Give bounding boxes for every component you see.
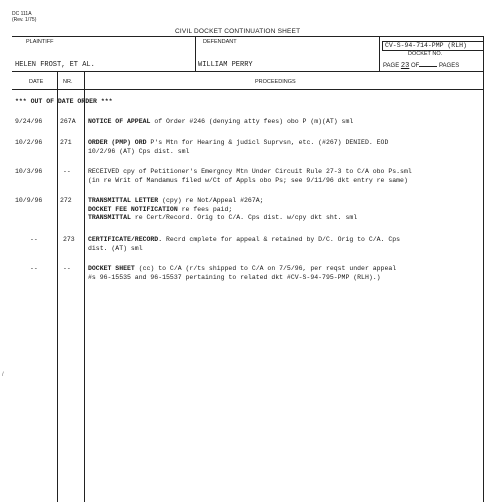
proceeding-heading: TRANSMITTAL (88, 214, 131, 221)
proceeding-text: Recrd cmplete for appeal & retained by D/C. Orig to C/A. Cps (162, 236, 401, 243)
proceeding-heading: DOCKET SHEET (88, 265, 135, 272)
entry-nr: 267A (60, 118, 76, 125)
page-indicator (383, 61, 459, 70)
header-top-rule (12, 36, 484, 37)
entry-date: 10/9/96 (15, 197, 43, 204)
entry-nr: -- (63, 265, 71, 272)
entry-date: 9/24/96 (15, 118, 43, 125)
plaintiff-label: PLAINTIFF (26, 39, 54, 45)
entry-date: -- (30, 236, 38, 243)
defendant-name: WILLIAM PERRY (198, 61, 253, 69)
entry-proceeding (88, 197, 488, 223)
docket-number: CV-S-94-714-PMP (RLH) (385, 42, 467, 49)
proceeding-heading: DOCKET FEE NOTIFICATION (88, 205, 178, 213)
header-bottom-rule (12, 71, 484, 72)
nr-column-rule (84, 71, 85, 502)
out-of-date-banner: *** OUT OF DATE ORDER *** (15, 98, 113, 105)
proceeding-text: re fees paid; (177, 205, 233, 213)
entry-nr: 273 (63, 236, 75, 243)
header-divider-1 (195, 36, 196, 71)
docket-number-box (382, 41, 484, 51)
margin-mark: / (2, 372, 4, 378)
proceeding-heading: TRANSMITTAL LETTER (88, 197, 159, 204)
form-revision: (Rev. 1/75) (12, 17, 37, 23)
proceedings-column-header: PROCEEDINGS (255, 79, 296, 85)
total-pages-blank (419, 61, 437, 67)
proceeding-heading: CERTIFICATE/RECORD. (88, 236, 163, 243)
page-label: PAGE (383, 63, 400, 69)
proceeding-text: of Order #246 (denying atty fees) obo P (m)(AT) sml (150, 118, 354, 125)
proceeding-heading: NOTICE OF APPEAL (88, 118, 151, 125)
entry-proceeding (88, 118, 488, 127)
proceeding-text: RECEIVED cpy of Petitioner's Emergncy Mtn Under Circuit Rule 27-3 to C/A obo Ps.sml (88, 168, 412, 175)
sheet-title: CIVIL DOCKET CONTINUATION SHEET (175, 28, 301, 35)
form-code-text: DC 111A (12, 11, 32, 17)
entry-proceeding (88, 168, 488, 185)
entry-nr: 272 (60, 197, 72, 204)
docket-no-label: DOCKET NO. (408, 51, 443, 57)
plaintiff-name: HELEN FROST, ET AL. (15, 61, 95, 69)
of-label: OF (410, 63, 420, 69)
proceeding-heading: ORDER (PMP) ORD (88, 139, 147, 146)
entry-date: 10/3/96 (15, 168, 43, 175)
header-divider-2 (379, 36, 380, 71)
entry-proceeding (88, 265, 488, 282)
page-number: 23 (400, 62, 410, 70)
proceeding-text: P's Mtn for Hearing & judicl Suprvsn, etc. (#267) DENIED. EOD (146, 139, 389, 146)
proceeding-text: 10/2/96 (AT) Cps dist. sml (88, 147, 190, 155)
entry-nr: 271 (60, 139, 72, 146)
entry-date: -- (30, 265, 38, 272)
proceeding-text: (cpy) re Not/Appeal #267A; (158, 197, 264, 204)
entry-nr: -- (63, 168, 71, 175)
date-column-rule (57, 71, 58, 502)
pages-label: PAGES (439, 63, 460, 69)
proceeding-text: re Cert/Record. Orig to C/A. Cps dist. w/cpy dkt sht. sml (130, 214, 358, 221)
proceeding-text: dist. (AT) sml (88, 244, 143, 252)
entry-proceeding (88, 139, 488, 156)
date-column-header: DATE (29, 79, 44, 85)
entry-date: 10/2/96 (15, 139, 43, 146)
defendant-label: DEFENDANT (203, 39, 237, 45)
proceeding-text: #s 96-15535 and 96-15537 pertaining to related dkt #CV-S-94-795-PMP (RLH).) (88, 273, 381, 281)
nr-column-header: NR. (63, 79, 73, 85)
form-code (12, 11, 36, 23)
entry-proceeding (88, 236, 488, 253)
proceeding-text: (cc) to C/A (r/ts shipped to C/A on 7/5/96, per reqst under appeal (134, 265, 397, 272)
proceeding-text: (in re Writ of Mandamus filed w/Ct of Appls obo Ps; see 9/11/96 dkt entry re same) (88, 176, 408, 184)
column-header-rule (12, 89, 484, 90)
